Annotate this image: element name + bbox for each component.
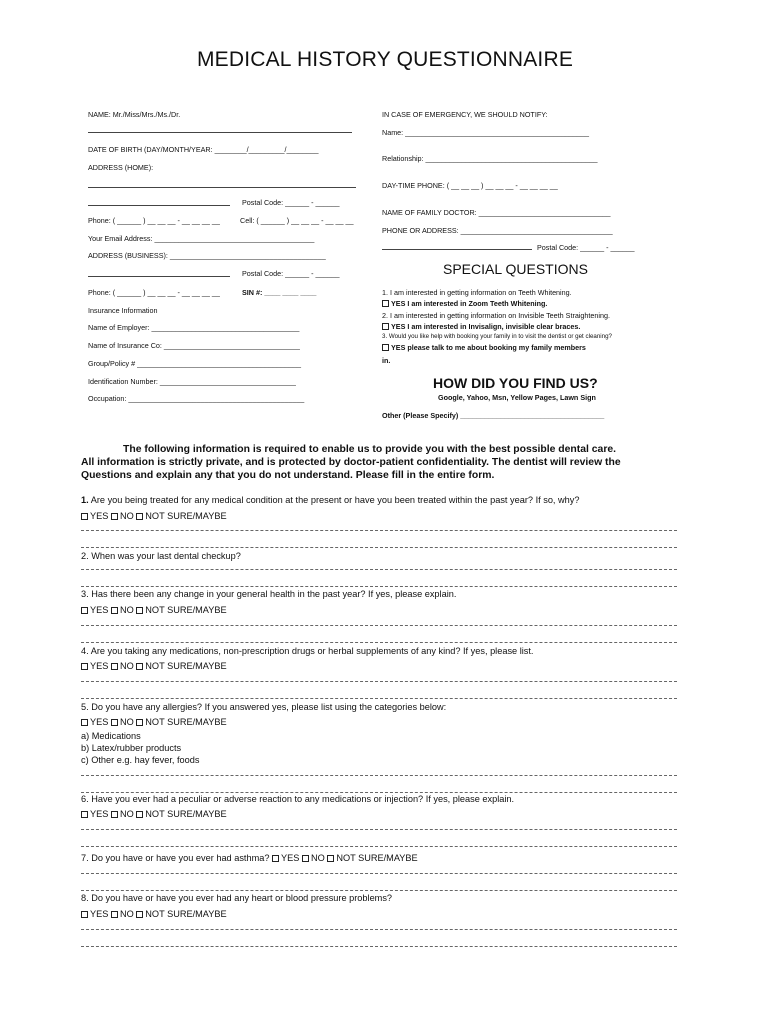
no-label: NO <box>310 853 325 863</box>
answer-line[interactable] <box>81 829 677 830</box>
address-home-field[interactable] <box>88 187 356 188</box>
answer-line[interactable] <box>81 946 677 947</box>
special-questions-title: SPECIAL QUESTIONS <box>443 261 588 277</box>
cell-phone[interactable]: Cell: ( ______ ) __ __ __ - __ __ __ <box>240 216 354 225</box>
q5-category-c: c) Other e.g. hay fever, foods <box>81 755 200 765</box>
question-4: 4. Are you taking any medications, non-prescription drugs or herbal supplements of any kind? If yes, please list. <box>81 646 534 656</box>
yes-checkbox-icon[interactable] <box>272 855 279 862</box>
question-1-number: 1. <box>81 495 89 505</box>
no-label: NO <box>119 909 134 919</box>
question-1-text: Are you being treated for any medical condition at the present or have you been treated within the past year? If so, why? <box>90 495 580 505</box>
notsure-checkbox-icon[interactable] <box>136 911 143 918</box>
special-a3-cont: in. <box>382 356 391 365</box>
no-label: NO <box>119 809 134 819</box>
daytime-phone-field[interactable]: DAY-TIME PHONE: ( __ __ __ ) __ __ __ - __ __ __ __ <box>382 181 558 190</box>
intro-text <box>81 443 691 482</box>
intro-line-1: The following information is required to enable us to provide you with the best possible dental care. <box>123 444 617 455</box>
q5-category-b: b) Latex/rubber products <box>81 743 182 753</box>
notsure-label: NOT SURE/MAYBE <box>336 853 418 863</box>
no-label: NO <box>119 605 134 615</box>
yes-label: YES <box>90 909 109 919</box>
doctor-postal-code[interactable]: Postal Code: ______ - ______ <box>537 243 635 252</box>
occupation-field[interactable]: Occupation: ____________________________________________ <box>88 394 305 403</box>
sin-field[interactable]: SIN #: ____ ____ ____ <box>242 288 317 297</box>
q1-options <box>81 511 227 521</box>
insurance-info-label: Insurance Information <box>88 306 158 315</box>
notsure-label: NOT SURE/MAYBE <box>145 661 227 671</box>
checkbox-icon[interactable] <box>382 323 389 330</box>
name-label: NAME: Mr./Miss/Mrs./Ms./Dr. <box>88 110 181 119</box>
name-field[interactable] <box>88 132 352 133</box>
address-home-label: ADDRESS (HOME): <box>88 163 154 172</box>
answer-line[interactable] <box>81 792 677 793</box>
phone-business[interactable]: Phone: ( ______ ) __ __ __ - __ __ __ __ <box>88 288 220 297</box>
yes-checkbox-icon[interactable] <box>81 811 88 818</box>
notsure-label: NOT SURE/MAYBE <box>145 717 227 727</box>
yes-checkbox-icon[interactable] <box>81 513 88 520</box>
notsure-label: NOT SURE/MAYBE <box>145 511 227 521</box>
special-a3-label: YES please talk to me about booking my family members <box>391 343 586 352</box>
notsure-checkbox-icon[interactable] <box>327 855 334 862</box>
no-checkbox-icon[interactable] <box>111 911 118 918</box>
answer-line[interactable] <box>81 547 677 548</box>
notsure-label: NOT SURE/MAYBE <box>145 809 227 819</box>
email-field[interactable]: Your Email Address: ________________________________________ <box>88 234 315 243</box>
special-q1: 1. I am interested in getting information on Teeth Whitening. <box>382 288 572 297</box>
insurance-co-field[interactable]: Name of Insurance Co: __________________________________ <box>88 341 300 350</box>
yes-checkbox-icon[interactable] <box>81 607 88 614</box>
postal-code-home[interactable]: Postal Code: ______ - ______ <box>242 198 340 207</box>
yes-checkbox-icon[interactable] <box>81 719 88 726</box>
special-a2-label: YES I am interested in Invisalign, invisible clear braces. <box>391 322 581 331</box>
yes-checkbox-icon[interactable] <box>81 911 88 918</box>
yes-label: YES <box>90 511 109 521</box>
notsure-label: NOT SURE/MAYBE <box>145 909 227 919</box>
answer-line[interactable] <box>81 625 677 626</box>
doctor-address-line[interactable] <box>382 249 532 250</box>
question-6: 6. Have you ever had a peculiar or adverse reaction to any medications or injection? If yes, please explain. <box>81 794 515 804</box>
q5-category-a: a) Medications <box>81 731 141 741</box>
q5-options <box>81 717 227 727</box>
find-us-other-field[interactable]: Other (Please Specify) ____________________________________ <box>382 411 605 420</box>
special-q2: 2. I am interested in getting information on Invisible Teeth Straightening. <box>382 311 611 320</box>
address-home-line2[interactable] <box>88 205 230 206</box>
no-checkbox-icon[interactable] <box>111 607 118 614</box>
family-doctor-field[interactable]: NAME OF FAMILY DOCTOR: _________________________________ <box>382 208 611 217</box>
answer-line[interactable] <box>81 698 677 699</box>
notsure-label: NOT SURE/MAYBE <box>145 605 227 615</box>
special-q3: 3. Would you like help with booking your family in to visit the dentist or get cleaning? <box>382 333 612 340</box>
question-3: 3. Has there been any change in your general health in the past year? If yes, please explain. <box>81 589 457 599</box>
find-us-title: HOW DID YOU FIND US? <box>433 375 598 391</box>
special-a1[interactable] <box>382 299 547 308</box>
no-label: NO <box>119 717 134 727</box>
answer-line[interactable] <box>81 846 677 847</box>
intro-line-2: All information is strictly private, and is protected by doctor-patient confidentiality. The dentist will review the <box>81 457 621 468</box>
question-2: 2. When was your last dental checkup? <box>81 551 241 561</box>
identification-field[interactable]: Identification Number: __________________________________ <box>88 377 296 386</box>
no-checkbox-icon[interactable] <box>111 513 118 520</box>
answer-line[interactable] <box>81 929 677 930</box>
special-a1-label: YES I am interested in Zoom Teeth Whitening. <box>391 299 548 308</box>
answer-line[interactable] <box>81 586 677 587</box>
emergency-label: IN CASE OF EMERGENCY, WE SHOULD NOTIFY: <box>382 110 548 119</box>
answer-line[interactable] <box>81 873 677 874</box>
group-policy-field[interactable]: Group/Policy # _________________________________________ <box>88 359 302 368</box>
no-checkbox-icon[interactable] <box>302 855 309 862</box>
notsure-checkbox-icon[interactable] <box>136 513 143 520</box>
question-1 <box>81 495 579 505</box>
special-a2[interactable] <box>382 322 580 331</box>
notsure-checkbox-icon[interactable] <box>136 811 143 818</box>
answer-line[interactable] <box>81 642 677 643</box>
answer-line[interactable] <box>81 530 677 531</box>
checkbox-icon[interactable] <box>382 300 389 307</box>
relationship-field[interactable]: Relationship: ___________________________________________ <box>382 154 598 163</box>
yes-label: YES <box>281 853 300 863</box>
answer-line[interactable] <box>81 681 677 682</box>
q3-options <box>81 605 227 615</box>
emergency-name-field[interactable]: Name: ______________________________________________ <box>382 128 590 137</box>
yes-label: YES <box>90 661 109 671</box>
no-checkbox-icon[interactable] <box>111 811 118 818</box>
address-business-line2[interactable] <box>88 276 230 277</box>
question-8: 8. Do you have or have you ever had any heart or blood pressure problems? <box>81 893 393 903</box>
special-a3[interactable] <box>382 343 586 352</box>
q4-options <box>81 661 227 671</box>
yes-checkbox-icon[interactable] <box>81 663 88 670</box>
notsure-checkbox-icon[interactable] <box>136 719 143 726</box>
no-label: NO <box>119 661 134 671</box>
phone-or-address-field[interactable]: PHONE OR ADDRESS: ______________________________________ <box>382 226 613 235</box>
q8-options <box>81 909 227 919</box>
notsure-checkbox-icon[interactable] <box>136 663 143 670</box>
no-checkbox-icon[interactable] <box>111 663 118 670</box>
find-us-options: Google, Yahoo, Msn, Yellow Pages, Lawn Sign <box>438 393 596 402</box>
q6-options <box>81 809 227 819</box>
yes-label: YES <box>90 605 109 615</box>
employer-field[interactable]: Name of Employer: _____________________________________ <box>88 323 300 332</box>
answer-line[interactable] <box>81 890 677 891</box>
address-business-field[interactable]: ADDRESS (BUSINESS): _______________________________________ <box>88 251 326 260</box>
no-label: NO <box>119 511 134 521</box>
intro-line-3: Questions and explain any that you do not understand. Please fill in the entire form. <box>81 470 495 481</box>
notsure-checkbox-icon[interactable] <box>136 607 143 614</box>
answer-line[interactable] <box>81 569 677 570</box>
question-7-text: 7. Do you have or have you ever had asthma? <box>81 853 270 863</box>
yes-label: YES <box>90 717 109 727</box>
question-5: 5. Do you have any allergies? If you answered yes, please list using the categories below: <box>81 702 447 712</box>
postal-code-business[interactable]: Postal Code: ______ - ______ <box>242 269 340 278</box>
yes-label: YES <box>90 809 109 819</box>
no-checkbox-icon[interactable] <box>111 719 118 726</box>
answer-line[interactable] <box>81 775 677 776</box>
page-title: MEDICAL HISTORY QUESTIONNAIRE <box>196 48 574 71</box>
dob-field[interactable]: DATE OF BIRTH (DAY/MONTH/YEAR: ________/_________/________ <box>88 145 319 154</box>
checkbox-icon[interactable] <box>382 344 389 351</box>
question-7 <box>81 853 418 863</box>
phone-home[interactable]: Phone: ( ______ ) __ __ __ - __ __ __ __ <box>88 216 220 225</box>
